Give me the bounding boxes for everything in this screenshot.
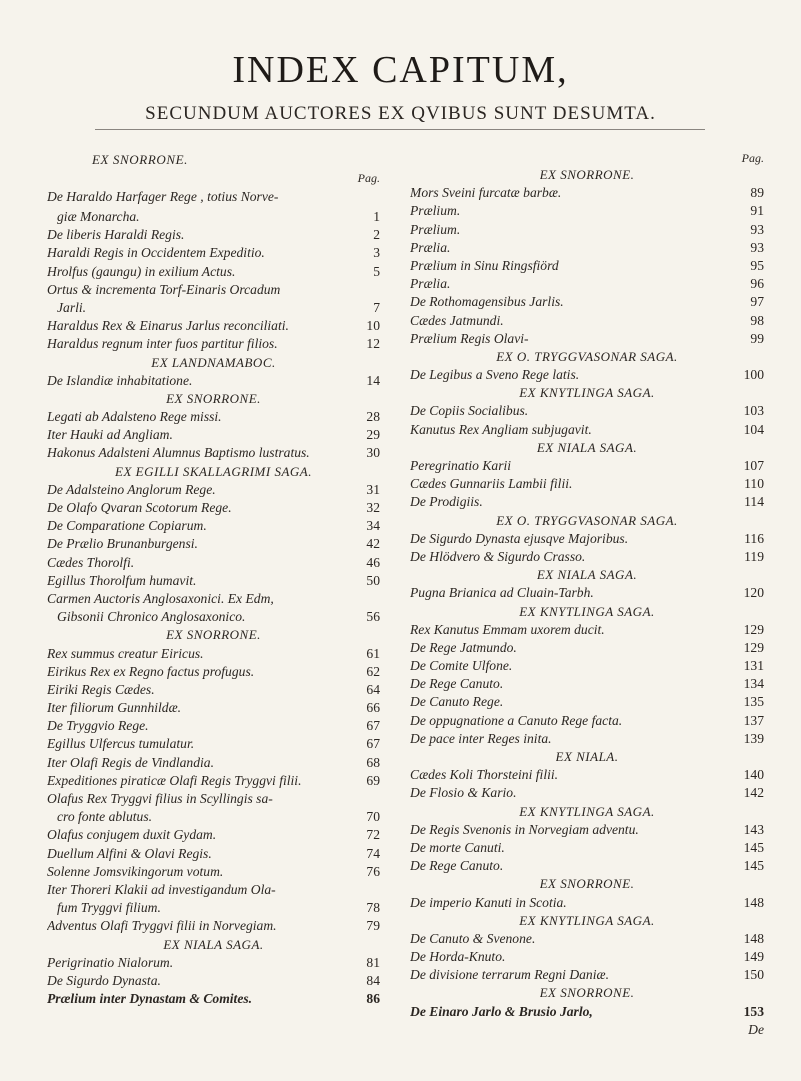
source-heading-text: EX KNYTLINGA SAGA. [519,603,655,619]
entry-title: Egillus Thorolfum humavit. [47,572,197,588]
entry-title: De oppugnatione a Canuto Rege facta. [410,712,623,728]
entry-title: cro fonte ablutus. [57,809,153,825]
entry-title: De Olafo Qvaran Scotorum Rege. [47,500,232,515]
entry-page-number: 86 [366,991,380,1007]
right-index-list [410,166,764,1021]
index-entry [47,735,380,753]
entry-page-number: 14 [366,372,380,388]
entry-page-number: 114 [744,494,764,510]
entry-title: De Regis Svenonis in Norvegiam adventu. [410,821,639,837]
entry-title: De Haraldo Harfager Rege , totius Norve- [47,189,279,204]
index-entry [47,444,380,462]
index-entry [410,930,764,948]
source-heading-text: EX KNYTLINGA SAGA. [519,803,655,819]
source-heading-text: EX SNORRONE. [166,390,261,406]
left-pag-label: Pag. [357,171,380,185]
entry-title: Iter Hauki ad Angliam. [47,427,173,443]
entry-title: Adventus Olafi Tryggvi filii in Norvegiam. [47,918,277,934]
entry-page-number: 64 [366,681,380,697]
index-entry [410,675,764,693]
index-entry [47,717,380,735]
entry-title: Iter Olafi Regis de Vindlandia. [47,754,215,770]
entry-title: De Horda-Knuto. [410,949,506,965]
catchword: De [748,1021,764,1037]
entry-page-number: 145 [743,858,764,874]
source-heading-text: EX SNORRONE. [539,167,635,182]
right-column [410,150,764,1039]
entry-page-number: 61 [366,645,380,661]
entry-page-number: 34 [366,518,380,534]
index-entry [410,475,764,493]
entry-page-number: 116 [744,530,764,546]
index-entry [410,493,764,511]
entry-page-number: 2 [373,227,380,243]
entry-page-number: 56 [366,609,380,625]
entry-title: Olafus Rex Tryggvi filius in Scyllingis sa- [47,791,273,806]
source-heading-text: EX O. TRYGGVASONAR SAGA. [496,512,678,528]
entry-page-number: 96 [750,276,764,292]
entry-title: De Flosio & Kario. [410,785,517,801]
index-entry [47,863,380,881]
entry-page-number: 10 [366,318,380,334]
source-heading-text: EX KNYTLINGA SAGA. [519,912,655,928]
entry-page-number: 150 [743,967,764,983]
source-heading-text: EX NIALA SAGA. [536,567,638,583]
index-entry [410,184,764,202]
index-entry [47,299,380,317]
index-entry [47,208,380,226]
entry-title: Ortus & incrementa Torf-Einaris Orcadum [47,281,281,297]
index-entry [410,657,764,675]
entry-page-number: 66 [366,700,380,716]
entry-title: Haraldus regnum inter fuos partitur filios. [47,336,278,352]
index-entry [47,772,380,790]
entry-page-number: 143 [743,821,764,837]
entry-title: Haraldus Rex & Einarus Jarlus reconciliati. [47,318,289,334]
index-entry [47,572,380,590]
entry-title: De divisione terrarum Regni Daniæ. [410,967,609,983]
source-heading [410,875,764,893]
source-heading [410,912,764,930]
index-entry [410,239,764,257]
index-entry [410,257,764,275]
source-heading-text: EX NIALA SAGA. [163,936,264,952]
entry-title: Expeditiones piraticæ Olafi Regis Tryggvi filii. [47,772,302,788]
entry-title: De Hlödvero & Sigurdo Crasso. [410,548,586,564]
index-entry [47,554,380,572]
index-entry [47,226,380,244]
entry-title: De Comparatione Copiarum. [47,518,207,534]
index-entry [410,366,764,384]
entry-title: Olafus conjugem duxit Gydam. [47,827,217,843]
index-entry [410,548,764,566]
entry-page-number: 135 [743,694,764,710]
entry-title: Egillus Ulfercus tumulatur. [47,736,195,752]
left-column [47,150,380,1008]
index-entry [47,645,380,663]
index-entry [47,263,380,281]
entry-title: De pace inter Reges inita. [410,730,552,746]
entry-page-number: 149 [743,949,764,965]
index-entry [47,608,380,626]
entry-page-number: 140 [743,767,764,783]
entry-page-number: 98 [750,312,764,328]
entry-page-number: 148 [743,894,764,910]
entry-page-number: 91 [750,203,764,219]
page-subtitle: SECUNDUM AUCTORES EX QVIBUS SUNT DESUMTA. [145,103,656,124]
entry-title: De Legibus a Sveno Rege latis. [410,367,580,383]
entry-page-number: 67 [366,718,380,734]
source-heading [410,566,764,584]
source-heading-text: EX EGILLI SKALLAGRIMI SAGA. [115,463,312,479]
entry-page-number: 100 [743,367,764,383]
entry-page-number: 89 [750,185,764,201]
entry-title: De liberis Haraldi Regis. [47,227,185,243]
index-entry [410,530,764,548]
index-entry [47,590,380,608]
entry-page-number: 32 [366,500,380,515]
index-entry [47,699,380,717]
source-heading [47,354,380,372]
index-entry [47,845,380,863]
entry-page-number: 107 [743,458,764,473]
entry-page-number: 42 [366,536,380,552]
entry-title: Perigrinatio Nialorum. [47,954,174,970]
entry-title: Cædes Gunnariis Lambii filii. [410,476,573,492]
entry-title: De Islandiæ inhabitatione. [47,372,193,388]
entry-page-number: 95 [750,257,764,273]
entry-page-number: 46 [366,554,380,570]
entry-page-number: 62 [366,663,380,679]
entry-page-number: 12 [366,336,380,352]
entry-page-number: 148 [743,930,764,946]
page-title: INDEX CAPITUM, [232,49,569,91]
index-entry [47,972,380,990]
left-source-label: EX SNORRONE. [92,152,189,167]
index-entry [410,693,764,711]
source-heading-text: EX SNORRONE. [539,876,635,892]
entry-page-number: 120 [743,585,764,601]
entry-title: Cædes Thorolfi. [47,554,135,570]
entry-title: De Canuto & Svenone. [410,930,536,946]
entry-title: De Canuto Rege. [410,694,504,710]
entry-page-number: 139 [743,730,764,746]
entry-title: Eiriki Regis Cædes. [47,681,155,697]
entry-page-number: 97 [750,294,764,310]
entry-page-number: 81 [366,954,380,970]
entry-title: De morte Canuti. [410,839,505,855]
title-rule [95,129,705,130]
source-heading [47,463,380,481]
source-heading [410,803,764,821]
entry-title: Prælium. [410,221,461,237]
entry-title: fum Tryggvi filium. [57,900,161,916]
entry-page-number: 67 [366,736,380,752]
entry-page-number: 145 [743,839,764,855]
entry-page-number: 99 [750,330,764,346]
entry-page-number: 153 [743,1003,764,1019]
entry-page-number: 76 [366,863,380,879]
index-entry [47,408,380,426]
entry-title: Legati ab Adalsteno Rege missi. [47,409,222,425]
source-heading-text: EX LANDNAMABOC. [151,354,276,370]
index-entry [410,202,764,220]
index-entry [47,499,380,517]
source-heading [410,512,764,530]
source-heading-text: EX SNORRONE. [166,627,261,643]
source-heading-text: EX SNORRONE. [539,985,635,1001]
entry-title: Prælium Regis Olavi- [410,330,529,346]
entry-title: Mors Sveini furcatæ barbæ. [410,185,562,201]
entry-page-number: 119 [744,548,764,564]
source-heading [410,748,764,766]
entry-title: De Rege Canuto. [410,676,504,692]
index-entry [47,899,380,917]
source-heading [47,626,380,644]
entry-page-number: 68 [366,754,380,770]
entry-title: Rex Kanutus Emmam uxorem ducit. [410,621,605,637]
source-heading [410,603,764,621]
index-entry [410,457,764,475]
index-entry [410,966,764,984]
entry-title: Prælia. [410,276,451,292]
entry-page-number: 74 [366,845,380,861]
index-entry [47,426,380,444]
index-entry [47,954,380,972]
entry-title: Haraldi Regis in Occidentem Expeditio. [47,245,265,261]
entry-title: De Prælio Brunanburgensi. [47,536,198,552]
index-entry [410,312,764,330]
index-entry [47,535,380,553]
source-heading [410,166,764,184]
entry-page-number: 93 [750,221,764,237]
index-entry [410,712,764,730]
entry-title: Gibsonii Chronico Anglosaxonico. [57,609,246,625]
entry-page-number: 5 [373,263,380,279]
entry-page-number: 131 [743,658,764,674]
index-entry [47,881,380,899]
entry-title: Solenne Jomsvikingorum votum. [47,863,224,879]
index-entry [410,293,764,311]
index-entry [410,948,764,966]
source-heading [410,348,764,366]
index-entry [410,639,764,657]
entry-title: De Copiis Socialibus. [410,403,529,419]
left-index-list [47,186,380,1008]
entry-title: Jarli. [57,299,87,315]
entry-title: Pugna Brianica ad Cluain-Tarbh. [410,585,594,601]
index-entry [410,839,764,857]
index-entry [47,372,380,390]
index-entry [410,275,764,293]
entry-title: De Rege Jatmundo. [410,639,517,655]
index-entry [410,730,764,748]
entry-page-number: 142 [743,785,764,801]
entry-page-number: 50 [366,572,380,588]
entry-page-number: 31 [366,481,380,497]
entry-page-number: 104 [743,421,764,437]
index-entry [47,917,380,935]
source-heading [410,384,764,402]
entry-title: Cædes Jatmundi. [410,312,504,328]
entry-page-number: 93 [750,239,764,255]
entry-title: Rex summus creatur Eiricus. [47,645,204,661]
entry-page-number: 103 [743,403,764,419]
index-entry [410,857,764,875]
index-entry [410,766,764,784]
entry-title: Prælium. [410,203,461,219]
entry-title: De Adalsteino Anglorum Rege. [47,481,216,497]
index-entry [410,421,764,439]
entry-title: Carmen Auctoris Anglosaxonici. Ex Edm, [47,590,274,606]
entry-title: Prælia. [410,239,451,255]
entry-page-number: 70 [366,809,380,825]
entry-title: Hrolfus (gaungu) in exilium Actus. [47,263,236,279]
source-heading-text: EX KNYTLINGA SAGA. [519,385,655,401]
entry-title: Kanutus Rex Angliam subjugavit. [410,421,592,437]
index-entry [410,402,764,420]
index-entry [410,821,764,839]
source-heading-text: EX NIALA SAGA. [536,439,638,455]
entry-page-number: 29 [366,427,380,443]
left-source-tag [47,150,380,170]
entry-title: Cædes Koli Thorsteini filii. [410,767,559,783]
index-entry [47,186,380,208]
entry-title: De Prodigiis. [410,494,483,510]
index-entry [47,481,380,499]
entry-page-number: 69 [366,772,380,788]
entry-title: Peregrinatio Karii [410,458,512,473]
entry-title: De Rege Canuto. [410,858,504,874]
entry-page-number: 137 [743,712,764,728]
entry-title: De imperio Kanuti in Scotia. [410,894,567,910]
source-heading [410,984,764,1002]
source-heading-text: EX O. TRYGGVASONAR SAGA. [496,348,678,364]
index-entry [47,754,380,772]
index-entry [410,330,764,348]
entry-page-number: 110 [744,476,764,492]
entry-title: De Comite Ulfone. [410,658,513,674]
entry-page-number: 28 [366,409,380,425]
entry-page-number: 134 [743,676,764,692]
index-entry [410,1003,764,1021]
index-entry [47,317,380,335]
entry-title: Iter Thoreri Klakii ad investigandum Ola- [47,881,276,897]
entry-title: Eirikus Rex ex Regno factus profugus. [47,663,255,679]
entry-page-number: 129 [743,639,764,655]
entry-title: Prælium in Sinu Ringsfiörd [410,257,559,273]
index-entry [47,244,380,262]
index-entry [47,517,380,535]
source-heading [410,439,764,457]
entry-title: Duellum Alfini & Olavi Regis. [47,845,212,861]
index-entry [47,808,380,826]
entry-page-number: 7 [373,299,380,315]
index-entry [410,621,764,639]
index-entry [47,681,380,699]
entry-page-number: 129 [743,621,764,637]
index-entry [410,894,764,912]
index-entry [47,281,380,299]
index-entry [47,335,380,353]
entry-page-number: 3 [373,245,380,261]
entry-page-number: 78 [366,900,380,916]
index-entry [47,990,380,1008]
index-entry [47,663,380,681]
entry-title: Hakonus Adalsteni Alumnus Baptismo lustratus. [47,445,310,461]
source-heading [47,390,380,408]
entry-page-number: 79 [366,918,380,934]
entry-page-number: 30 [366,445,380,461]
entry-page-number: 84 [366,972,380,988]
entry-title: De Sigurdo Dynasta ejusqve Majoribus. [410,530,629,546]
entry-title: Prælium inter Dynastam & Comites. [47,991,253,1007]
entry-title: De Rothomagensibus Jarlis. [410,294,564,310]
index-entry [410,784,764,802]
entry-page-number: 72 [366,827,380,843]
index-entry [410,584,764,602]
entry-title: Iter filiorum Gunnhildæ. [47,700,182,716]
entry-title: De Einaro Jarlo & Brusio Jarlo, [410,1003,593,1019]
index-entry [410,221,764,239]
entry-title: De Tryggvio Rege. [47,718,149,734]
entry-page-number: 1 [373,209,380,224]
index-entry [47,826,380,844]
right-pag-label: Pag. [741,151,764,165]
index-entry [47,790,380,808]
source-heading-text: EX NIALA. [555,749,619,764]
source-heading [47,936,380,954]
entry-title: giæ Monarcha. [57,209,140,224]
entry-title: De Sigurdo Dynasta. [47,972,161,988]
